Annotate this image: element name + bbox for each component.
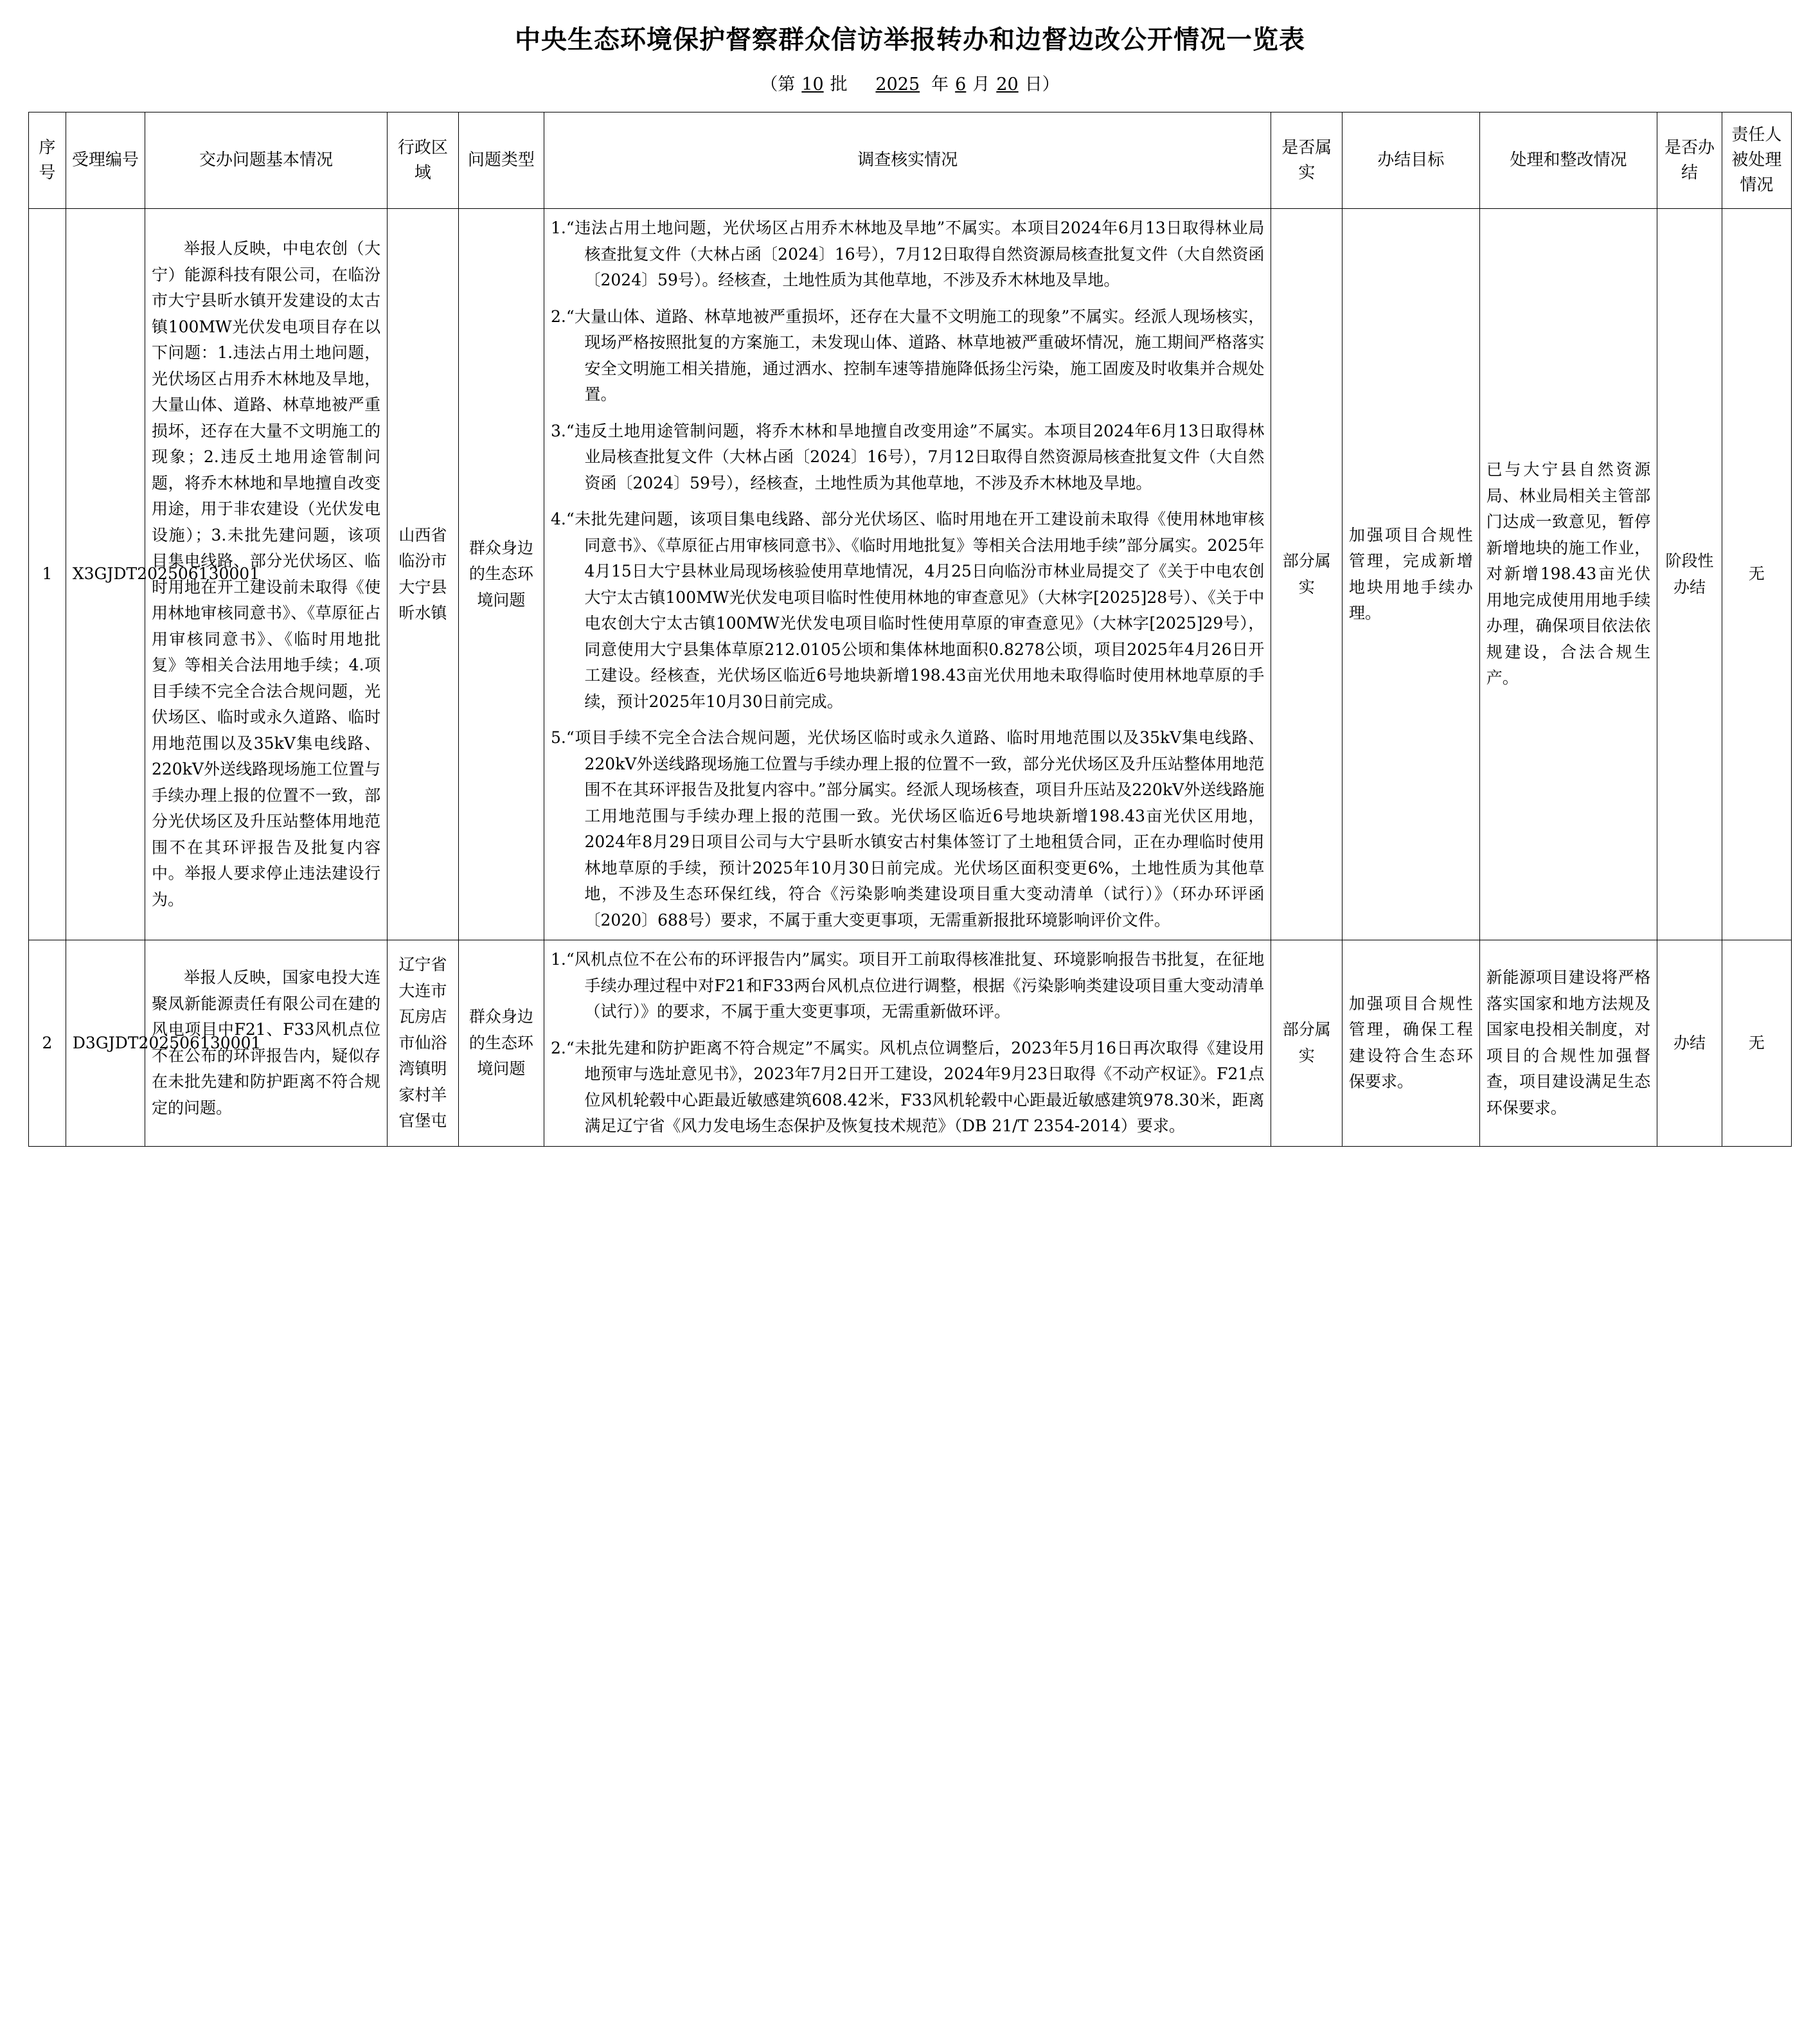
investigation-item: 1.“风机点位不在公布的环评报告内”属实。项目开工前取得核准批复、环境影响报告书批复，在征地手续办理过程中对F21和F33两台风机点位进行调整，根据《污染影响类建设项目重大变动清单（试行）》的要求，不属于重大变更事项，无需重新做环评。 [551, 950, 1265, 1021]
cell-goal [1343, 209, 1480, 940]
investigation-item: 2.“未批先建和防护距离不符合规定”不属实。风机点位调整后，2023年5月16日再次取得《建设用地预审与选址意见书》，2023年7月2日开工建设，2024年9月23日取得《不动产权证》。F21点位风机轮毂中心距最近敏感建筑608.42米，F33风机轮毂中心距最近敏感建筑978.30米，距离满足辽宁省《风力发电场生态保护及恢复技术规范》（DB 21/T 2354-2014）要求。 [551, 1038, 1265, 1135]
subtitle-prefix: （第 [760, 75, 796, 94]
cell-code: D3GJDT202506130001 [66, 940, 145, 1147]
report-table [28, 112, 1792, 1147]
investigation-item: 3.“违反土地用途管制问题，将乔木林和旱地擅自改变用途”不属实。本项目2024年6月13日取得林业局核查批复文件（大林占函〔2024〕16号），7月12日取得自然资源局核查批复文件（大自然资函〔2024〕59号），经核查，土地性质为其他草地，不涉及乔木林地及旱地。 [551, 421, 1265, 492]
investigation-item: 2.“大量山体、道路、林草地被严重损坏，还存在大量不文明施工的现象”不属实。经派人现场核实，现场严格按照批复的方案施工，未发现山体、道路、林草地被严重破坏情况，施工期间严格落实安全文明施工相关措施，通过洒水、控制车速等措施降低扬尘污染，施工固废及时收集并合规处置。 [551, 307, 1265, 404]
month-unit: 月 [972, 75, 990, 94]
investigation-item: 5.“项目手续不完全合法合规问题，光伏场区临时或永久道路、临时用地范围以及35kV集电线路、220kV外送线路现场施工位置与手续办理上报的位置不一致，部分光伏场区及升压站整体用地范围不在其环评报告及批复内容中。”部分属实。经派人现场核查，项目升压站及220kV外送线路施工用地范围与手续办理上报的范围一致。光伏场区临近6号地块新增198.43亩光伏区用地，2024年8月29日项目公司与大宁县昕水镇安古村集体签订了土地租赁合同，正在办理临时使用林地草原的手续，预计2025年10月30日前完成。光伏场区面积变更6%，土地性质为其他草地，不涉及生态环保红线，符合《污染影响类建设项目重大变动清单（试行）》（环办环评函〔2020〕688号）要求，不属于重大变更事项，无需重新报批环境影响评价文件。 [551, 728, 1265, 929]
cell-handling [1479, 209, 1657, 940]
cell-investigation [544, 940, 1271, 1147]
investigation-item: 4.“未批先建问题，该项目集电线路、部分光伏场区、临时用地在开工建设前未取得《使用林地审核同意书》、《草原征占用审核同意书》、《临时用地批复》等相关合法用地手续”部分属实。2025年4月15日大宁县林业局现场核验使用草地情况，4月25日向临汾市林业局提交了《关于中电农创大宁太古镇100MW光伏发电项目临时性使用林地的审查意见》（大林字[2025]28号）、《关于中电农创大宁太古镇100MW光伏发电项目临时性使用草原的审查意见》（大林字[2025]29号），同意使用大宁县集体草原212.0105公顷和集体林地面积0.8278公顷，项目2025年4月26日开工建设。经核查，光伏场区临近6号地块新增198.43亩光伏用地未取得临时使用林地草原的手续，预计2025年10月30日前完成。 [551, 510, 1265, 711]
cell-is-true: 部分属实 [1271, 209, 1343, 940]
cell-basic [145, 209, 388, 940]
basic-text: 举报人反映，国家电投大连聚凤新能源责任有限公司在建的风电项目中F21、F33风机点位不在公布的环评报告内，疑似存在未批先建和防护距离不符合规定的问题。 [152, 968, 381, 1117]
cell-responsible: 无 [1722, 940, 1791, 1147]
cell-investigation [544, 209, 1271, 940]
goal-text: 加强项目合规性管理，确保工程建设符合生态环保要求。 [1349, 994, 1473, 1091]
handling-text: 新能源项目建设将严格落实国家和地方法规及国家电投相关制度，对项目的合规性加强督查，项目建设满足生态环保要求。 [1486, 968, 1651, 1117]
day-unit: 日） [1024, 75, 1060, 94]
header-basic: 交办问题基本情况 [145, 112, 388, 209]
page-title: 中央生态环境保护督察群众信访举报转办和边督边改公开情况一览表 [515, 25, 1305, 55]
cell-is-done: 阶段性办结 [1657, 209, 1722, 940]
batch-number: 10 [801, 75, 824, 94]
header-goal: 办结目标 [1343, 112, 1480, 209]
goal-text: 加强项目合规性管理，完成新增地块用地手续办理。 [1349, 525, 1473, 622]
year-unit: 年 [931, 75, 949, 94]
header-seq: 序号 [29, 112, 66, 209]
cell-handling [1479, 940, 1657, 1147]
cell-responsible: 无 [1722, 209, 1791, 940]
header-handling: 处理和整改情况 [1479, 112, 1657, 209]
year-number: 2025 [875, 75, 920, 94]
document-subtitle [28, 70, 1792, 95]
cell-area: 辽宁省大连市瓦房店市仙浴湾镇明家村羊官堡屯 [388, 940, 459, 1147]
batch-unit: 批 [830, 75, 848, 94]
header-area: 行政区域 [388, 112, 459, 209]
day-number: 20 [996, 75, 1019, 94]
header-code: 受理编号 [66, 112, 145, 209]
header-is-true: 是否属实 [1271, 112, 1343, 209]
table-header-row [29, 112, 1792, 209]
header-investigation: 调查核实情况 [544, 112, 1271, 209]
investigation-item: 1.“违法占用土地问题，光伏场区占用乔木林地及旱地”不属实。本项目2024年6月13日取得林业局核查批复文件（大林占函〔2024〕16号），7月12日取得自然资源局核查批复文件（大自然资函〔2024〕59号）。经核查，土地性质为其他草地，不涉及乔木林地及旱地。 [551, 219, 1265, 289]
cell-area: 山西省临汾市大宁县昕水镇 [388, 209, 459, 940]
table-row [29, 209, 1792, 940]
handling-text: 已与大宁县自然资源局、林业局相关主管部门达成一致意见，暂停新增地块的施工作业，对新增198.43亩光伏用地完成使用用地手续办理，确保项目依法依规建设，合法合规生产。 [1486, 460, 1651, 688]
cell-code: X3GJDT202506130001 [66, 209, 145, 940]
header-is-done: 是否办结 [1657, 112, 1722, 209]
cell-type: 群众身边的生态环境问题 [458, 940, 544, 1147]
cell-basic [145, 940, 388, 1147]
header-type: 问题类型 [458, 112, 544, 209]
cell-is-true: 部分属实 [1271, 940, 1343, 1147]
month-number: 6 [955, 75, 967, 94]
cell-goal [1343, 940, 1480, 1147]
cell-seq: 1 [29, 209, 66, 940]
cell-type: 群众身边的生态环境问题 [458, 209, 544, 940]
cell-is-done: 办结 [1657, 940, 1722, 1147]
cell-seq: 2 [29, 940, 66, 1147]
header-responsible: 责任人被处理情况 [1722, 112, 1791, 209]
basic-text: 举报人反映，中电农创（大宁）能源科技有限公司，在临汾市大宁县昕水镇开发建设的太古镇100MW光伏发电项目存在以下问题：1.违法占用土地问题，光伏场区占用乔木林地及旱地，大量山体、道路、林草地被严重损坏，还存在大量不文明施工的现象；2.违反土地用途管制问题，将乔木林地和旱地擅自改变用途，用于非农建设（光伏发电设施）；3.未批先建问题，该项目集电线路、部分光伏场区、临时用地在开工建设前未取得《使用林地审核同意书》、《草原征占用审核同意书》、《临时用地批复》等相关合法用地手续；4.项目手续不完全合法合规问题，光伏场区、临时或永久道路、临时用地范围以及35kV集电线路、220kV外送线路现场施工位置与手续办理上报的位置不一致，部分光伏场区及升压站整体用地范围不在其环评报告及批复内容中。举报人要求停止违法建设行为。 [152, 239, 381, 909]
table-row [29, 940, 1792, 1147]
